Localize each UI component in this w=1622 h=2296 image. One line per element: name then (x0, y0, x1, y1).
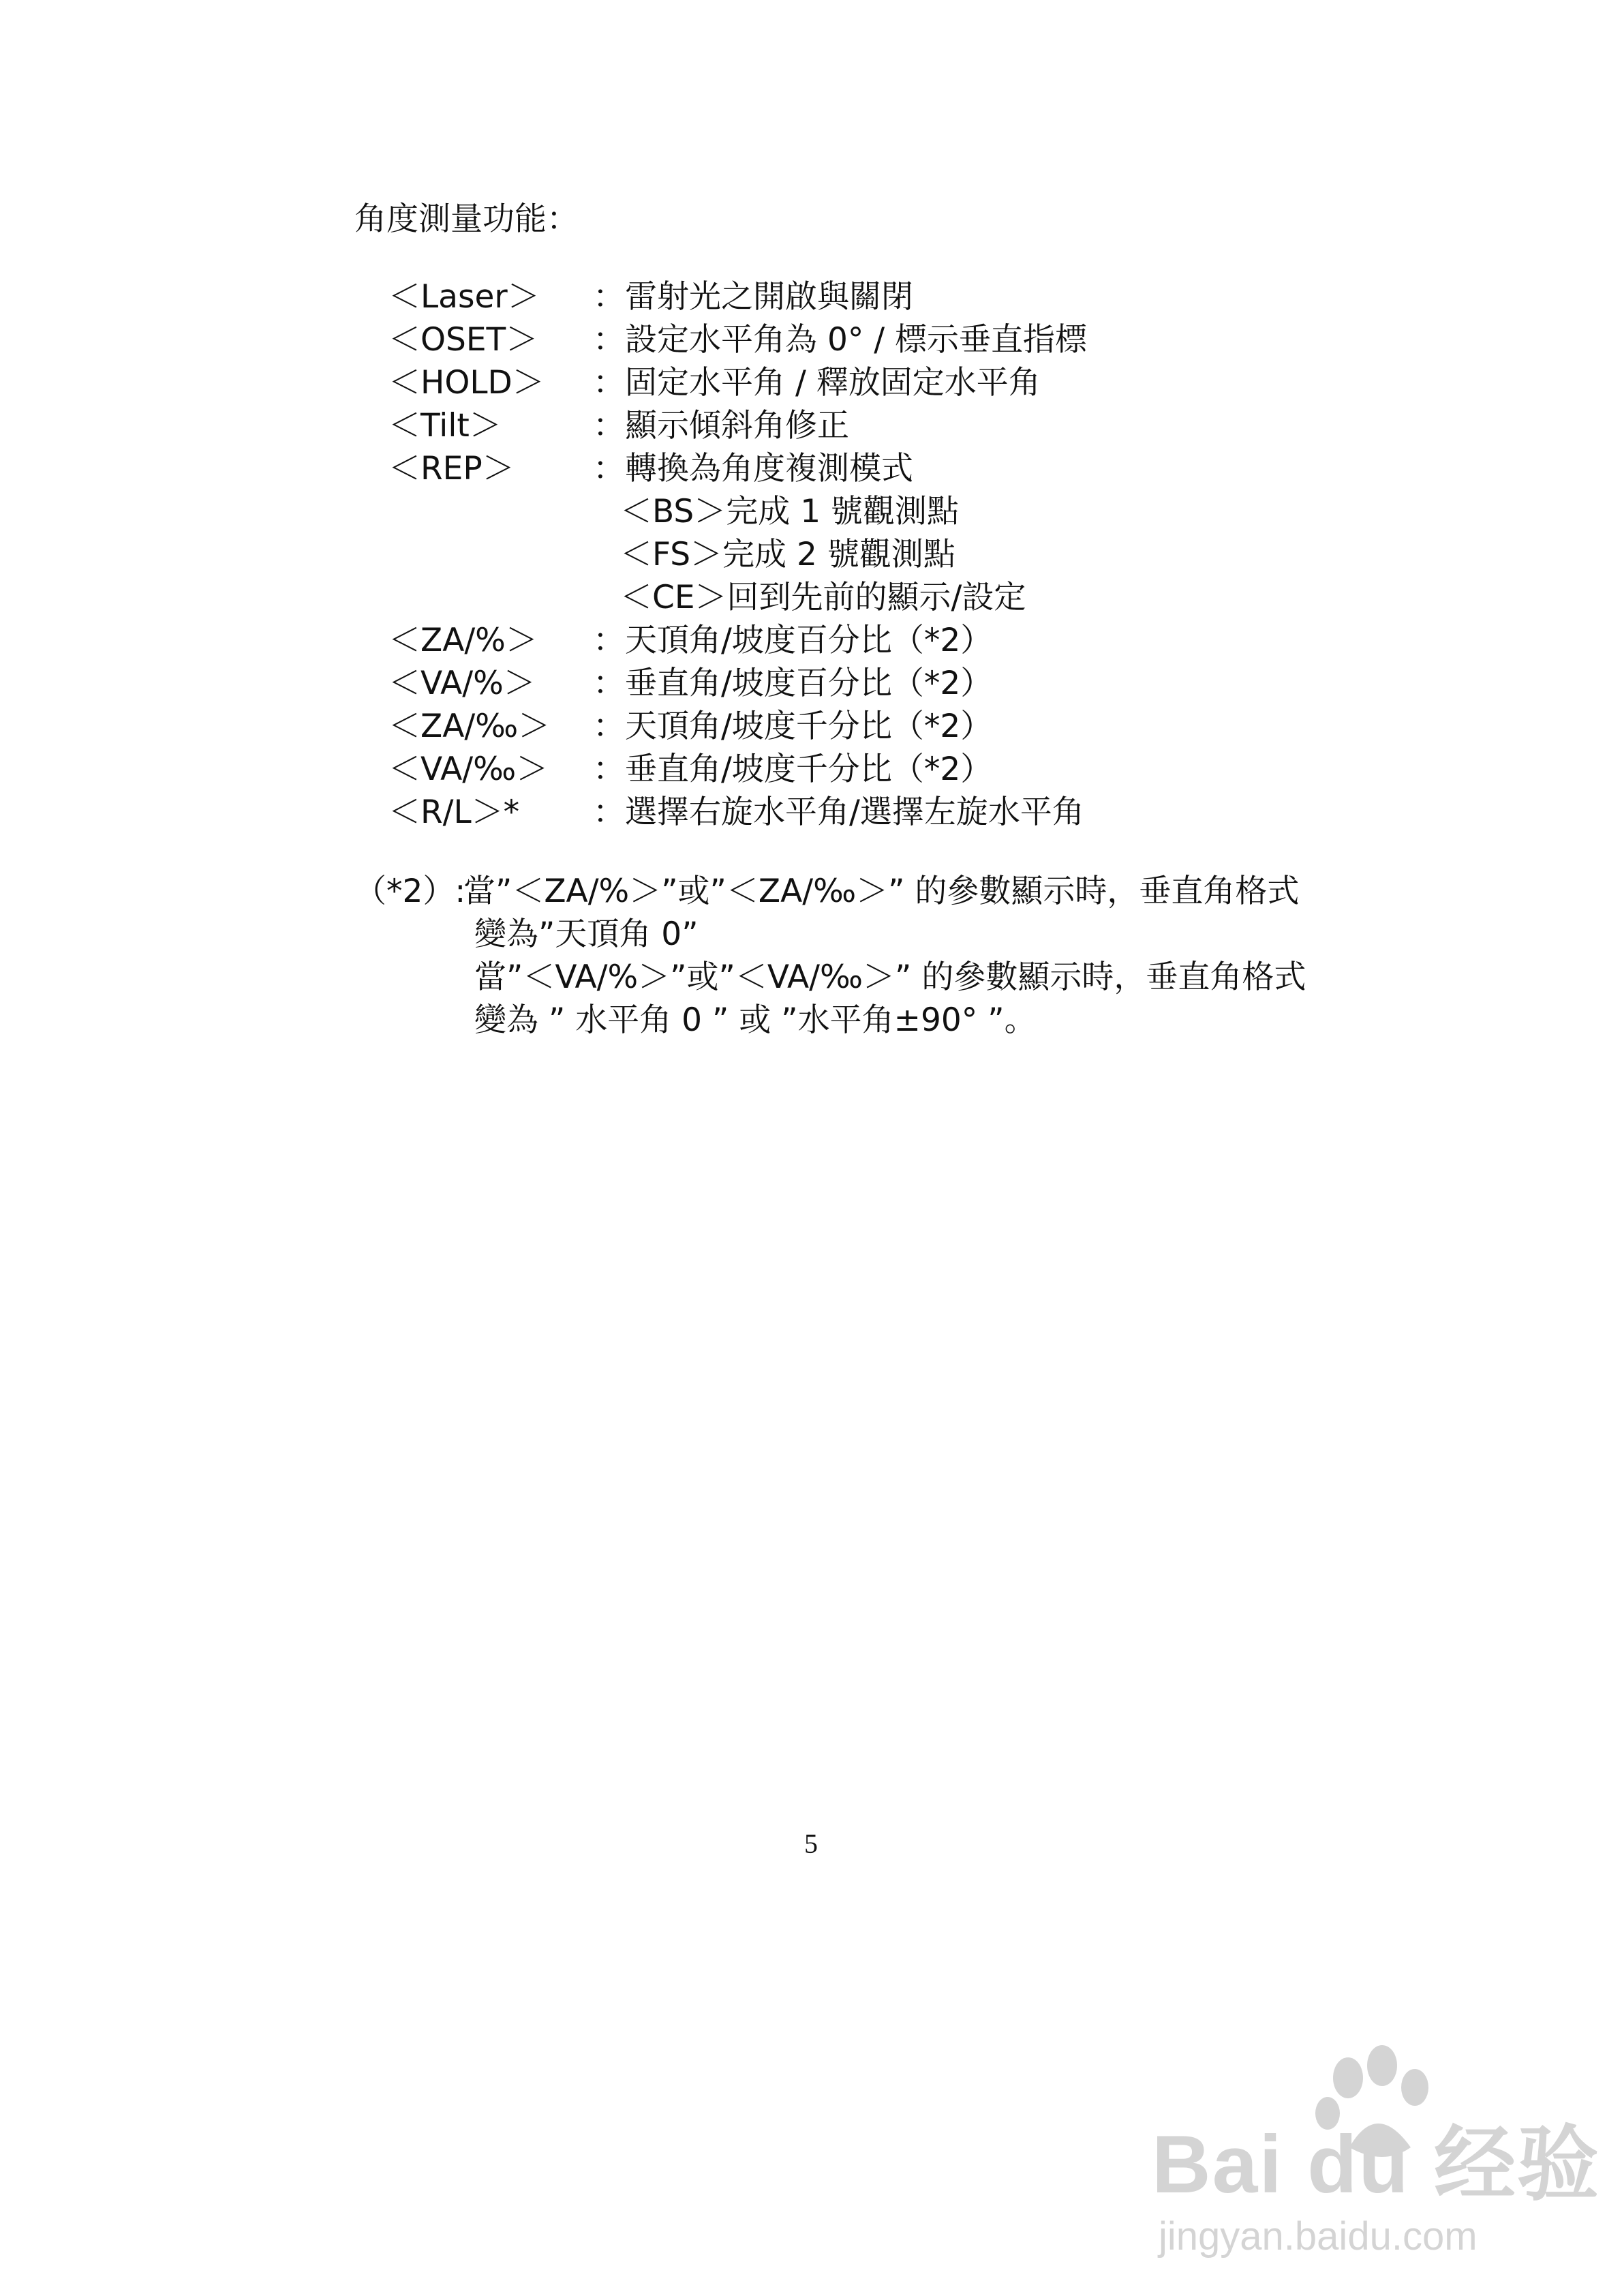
watermark-url: jingyan.baidu.com (1159, 2214, 1478, 2259)
function-description: ：固定水平角 / 釋放固定水平角 (593, 364, 1041, 402)
footnote-line (354, 870, 1513, 913)
function-description: ：顯示傾斜角修正 (593, 407, 849, 444)
function-description: ：選擇右旋水平角/選擇左旋水平角 (593, 794, 1084, 831)
function-row-va-permille (388, 748, 1547, 791)
function-key: ＜OSET＞ (388, 321, 538, 359)
function-key: ＜HOLD＞ (388, 364, 545, 402)
function-list (388, 275, 1547, 834)
watermark-brand: Bai du 经验 (1152, 2119, 1601, 2210)
rep-sub-text: ＜CE＞回到先前的顯示/設定 (620, 579, 1026, 616)
footnote-line (354, 956, 1513, 999)
rep-sub-item-bs (388, 490, 1547, 533)
function-key: ＜Tilt＞ (388, 407, 502, 444)
function-description: ：天頂角/坡度百分比（*2） (593, 622, 993, 659)
function-description: ：轉換為角度複測模式 (593, 450, 913, 487)
footnote-mark: （*2）: (354, 873, 466, 910)
function-row-oset (388, 318, 1547, 361)
function-key: ＜ZA/‰＞ (388, 708, 551, 745)
function-row-rep (388, 447, 1547, 490)
function-row-za-percent (388, 619, 1547, 662)
function-key: ＜VA/%＞ (388, 665, 536, 702)
function-description: ：設定水平角為 0° / 標示垂直指標 (593, 321, 1088, 359)
baidu-watermark (1152, 2045, 1601, 2270)
footnote-text: 當”＜VA/%＞”或”＜VA/‰＞” 的參數顯示時，垂直角格式 (474, 958, 1306, 996)
footnote-text: 變為 ” 水平角 0 ” 或 ”水平角±90° ”。 (474, 1001, 1037, 1039)
rep-sub-item-fs (388, 533, 1547, 576)
page-number: 5 (804, 1828, 818, 1859)
function-key: ＜VA/‰＞ (388, 751, 549, 788)
function-row-tilt (388, 404, 1547, 447)
rep-sub-text: ＜FS＞完成 2 號觀測點 (620, 536, 955, 573)
footnote-text: 變為”天頂角 0” (474, 916, 699, 953)
function-description: ：天頂角/坡度千分比（*2） (593, 708, 993, 745)
function-row-va-percent (388, 662, 1547, 705)
function-row-rl (388, 791, 1547, 834)
footnote (354, 870, 1513, 1042)
rep-sub-text: ＜BS＞完成 1 號觀測點 (620, 493, 960, 530)
footnote-line (354, 999, 1513, 1042)
section-heading: 角度測量功能： (354, 200, 579, 238)
function-key: ＜ZA/%＞ (388, 622, 538, 659)
function-row-laser (388, 275, 1547, 318)
rep-sub-item-ce (388, 576, 1547, 619)
footnote-line (354, 913, 1513, 956)
function-description: ：垂直角/坡度千分比（*2） (593, 751, 993, 788)
function-description: ：雷射光之開啟與關閉 (593, 278, 913, 316)
function-description: ：垂直角/坡度百分比（*2） (593, 665, 993, 702)
function-key: ＜Laser＞ (388, 278, 540, 316)
footnote-text: 當”＜ZA/%＞”或”＜ZA/‰＞” 的參數顯示時，垂直角格式 (463, 873, 1300, 910)
function-key: ＜REP＞ (388, 450, 515, 487)
function-row-za-permille (388, 705, 1547, 748)
function-key: ＜R/L＞* (388, 794, 520, 831)
function-row-hold (388, 361, 1547, 404)
